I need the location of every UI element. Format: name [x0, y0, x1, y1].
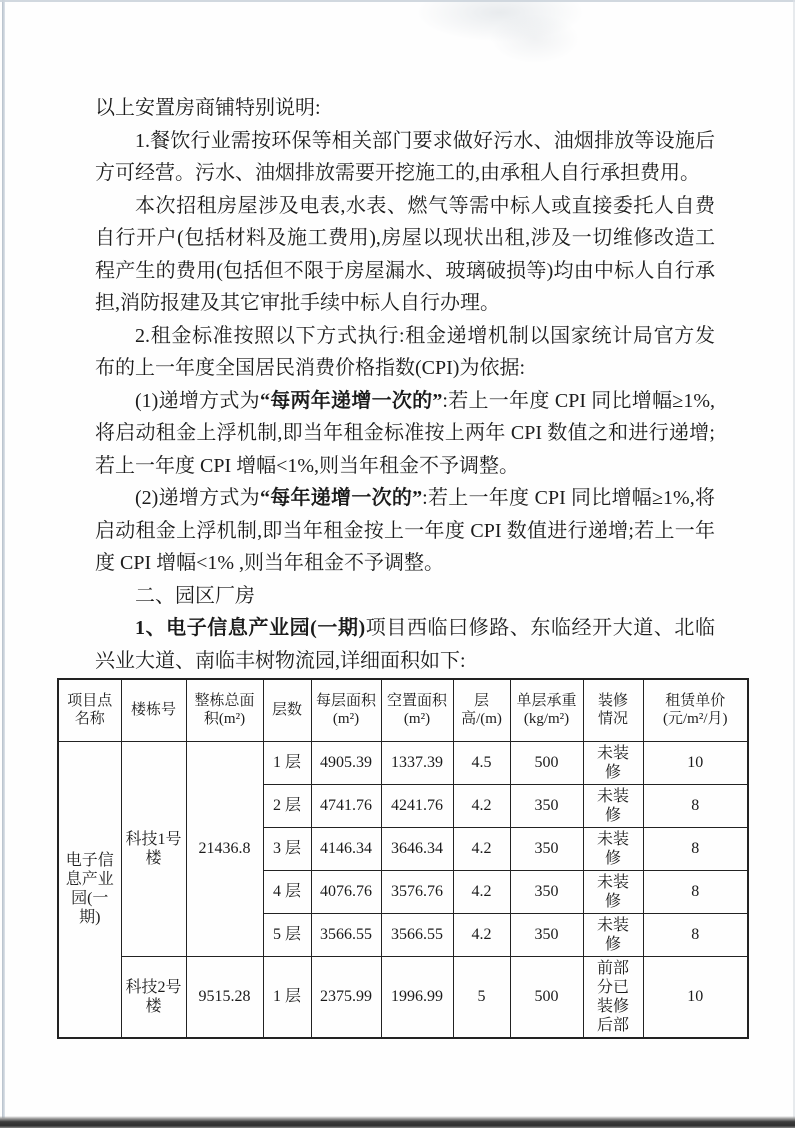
cell-height: 5 [453, 956, 510, 1038]
cell-vacant-area: 1337.39 [381, 741, 453, 784]
cell-building-name: 科技1号楼 [121, 741, 186, 956]
header-vacant-area: 空置面积(m²) [381, 679, 453, 741]
text-run: (2)递增方式为 [135, 487, 260, 509]
paragraph-annual-increase [95, 482, 715, 580]
text-run: (1)递增方式为 [135, 389, 260, 412]
cell-site-name: 电子信息产业园(一期) [58, 741, 121, 1038]
document-body [95, 92, 715, 677]
cell-floor-area: 4905.39 [311, 741, 381, 784]
scan-edge-bottom [0, 1116, 795, 1128]
text-run: :若上一年度 CPI 同比增幅≥1%,将启动租金上浮机制,即当年租金标准按上两年 CPI 数值之和进行递增;若上一年度 CPI 增幅<1%,则当年租金不予调整。 [95, 389, 715, 477]
cell-load: 500 [510, 956, 583, 1038]
cell-price: 8 [643, 827, 748, 870]
cell-floor-area: 4741.76 [311, 784, 381, 827]
scan-edge-left [2, 0, 5, 1128]
cell-decoration: 未装修 [583, 741, 643, 784]
cell-price: 10 [643, 741, 748, 784]
paragraph-park-intro [95, 612, 715, 677]
paragraph-biennial-increase [95, 385, 715, 483]
text-run: 二、园区厂房 [135, 584, 255, 607]
header-decoration: 装修情况 [583, 679, 643, 741]
cell-height: 4.2 [453, 913, 510, 956]
cell-floor-area: 4076.76 [311, 870, 381, 913]
cell-decoration: 未装修 [583, 784, 643, 827]
text-run-bold: “每两年递增一次的” [259, 389, 443, 412]
cell-total-area: 9515.28 [186, 956, 263, 1038]
cell-vacant-area: 3576.76 [381, 870, 453, 913]
cell-vacant-area: 1996.99 [381, 956, 453, 1038]
cell-decoration: 前部分已装修后部 [583, 956, 643, 1038]
text-run: 1.餐饮行业需按环保等相关部门要求做好污水、油烟排放等设施后方可经营。污水、油烟排放需要开挖施工的,由承租人自行承担费用。 [95, 129, 715, 184]
cell-floor: 1 层 [263, 956, 311, 1038]
cell-price: 8 [643, 784, 748, 827]
paragraph-rent-standard [95, 320, 715, 385]
cell-height: 4.2 [453, 870, 510, 913]
table-row [58, 741, 748, 784]
cell-load: 500 [510, 741, 583, 784]
header-load-capacity: 单层承重(kg/m²) [510, 679, 583, 741]
cell-floor: 2 层 [263, 784, 311, 827]
cell-floor-area: 2375.99 [311, 956, 381, 1038]
cell-decoration: 未装修 [583, 870, 643, 913]
text-run: 本次招租房屋涉及电表,水表、燃气等需中标人或直接委托人自费自行开户(包括材料及施工费用),房屋以现状出租,涉及一切维修改造工程产生的费用(包括但不限于房屋漏水、玻璃破损等)均由中标人自行承担,消防报建及其它审批手续中标人自行办理。 [95, 194, 715, 314]
cell-building-name: 科技2号楼 [121, 956, 186, 1038]
text-run: 项目西临曰修路、东临经开大道、北临兴业大道、南临丰树物流园,详细面积如下: [95, 617, 716, 672]
cell-load: 350 [510, 784, 583, 827]
header-total-area: 整栋总面积(m²) [186, 679, 263, 741]
cell-decoration: 未装修 [583, 827, 643, 870]
header-floor-area: 每层面积(m²) [311, 679, 381, 741]
paragraph-shop-note [95, 92, 715, 125]
heading-section-park-factory [95, 580, 715, 613]
cell-floor-area: 4146.34 [311, 827, 381, 870]
cell-load: 350 [510, 913, 583, 956]
cell-height: 4.2 [453, 827, 510, 870]
header-floor-height: 层高/(m) [453, 679, 510, 741]
header-rent-price: 租赁单价(元/m²/月) [643, 679, 748, 741]
paragraph-catering-rule [95, 125, 715, 190]
header-floors: 层数 [263, 679, 311, 741]
cell-vacant-area: 3646.34 [381, 827, 453, 870]
paragraph-utilities-rule [95, 190, 715, 320]
cell-floor: 3 层 [263, 827, 311, 870]
table-header-row [58, 679, 748, 741]
header-site-name: 项目点名称 [58, 679, 121, 741]
factory-area-table [57, 678, 749, 1039]
cell-height: 4.5 [453, 741, 510, 784]
cell-vacant-area: 3566.55 [381, 913, 453, 956]
cell-price: 10 [643, 956, 748, 1038]
cell-floor: 4 层 [263, 870, 311, 913]
scan-edge-top [0, 0, 795, 2]
header-building-no: 楼栋号 [121, 679, 186, 741]
cell-vacant-area: 4241.76 [381, 784, 453, 827]
text-run: :若上一年度 CPI 同比增幅≥1%,将启动租金上浮机制,即当年租金按上一年度 CPI 数值进行递增;若上一年度 CPI 增幅<1% ,则当年租金不予调整。 [95, 487, 715, 574]
cell-total-area: 21436.8 [186, 741, 263, 956]
cell-floor: 1 层 [263, 741, 311, 784]
text-run: 2.租金标准按照以下方式执行:租金递增机制以国家统计局官方发布的上一年度全国居民消费价格指数(CPI)为依据: [95, 324, 715, 379]
text-run-bold: 1、电子信息产业园(一期) [135, 617, 366, 639]
cell-price: 8 [643, 913, 748, 956]
cell-decoration: 未装修 [583, 913, 643, 956]
table-row [58, 956, 748, 1038]
scan-artifact [490, 14, 580, 64]
cell-height: 4.2 [453, 784, 510, 827]
cell-load: 350 [510, 827, 583, 870]
text-run: 以上安置房商铺特别说明: [95, 97, 321, 119]
cell-price: 8 [643, 870, 748, 913]
cell-floor: 5 层 [263, 913, 311, 956]
cell-load: 350 [510, 870, 583, 913]
cell-floor-area: 3566.55 [311, 913, 381, 956]
text-run-bold: “每年递增一次的” [259, 487, 423, 509]
